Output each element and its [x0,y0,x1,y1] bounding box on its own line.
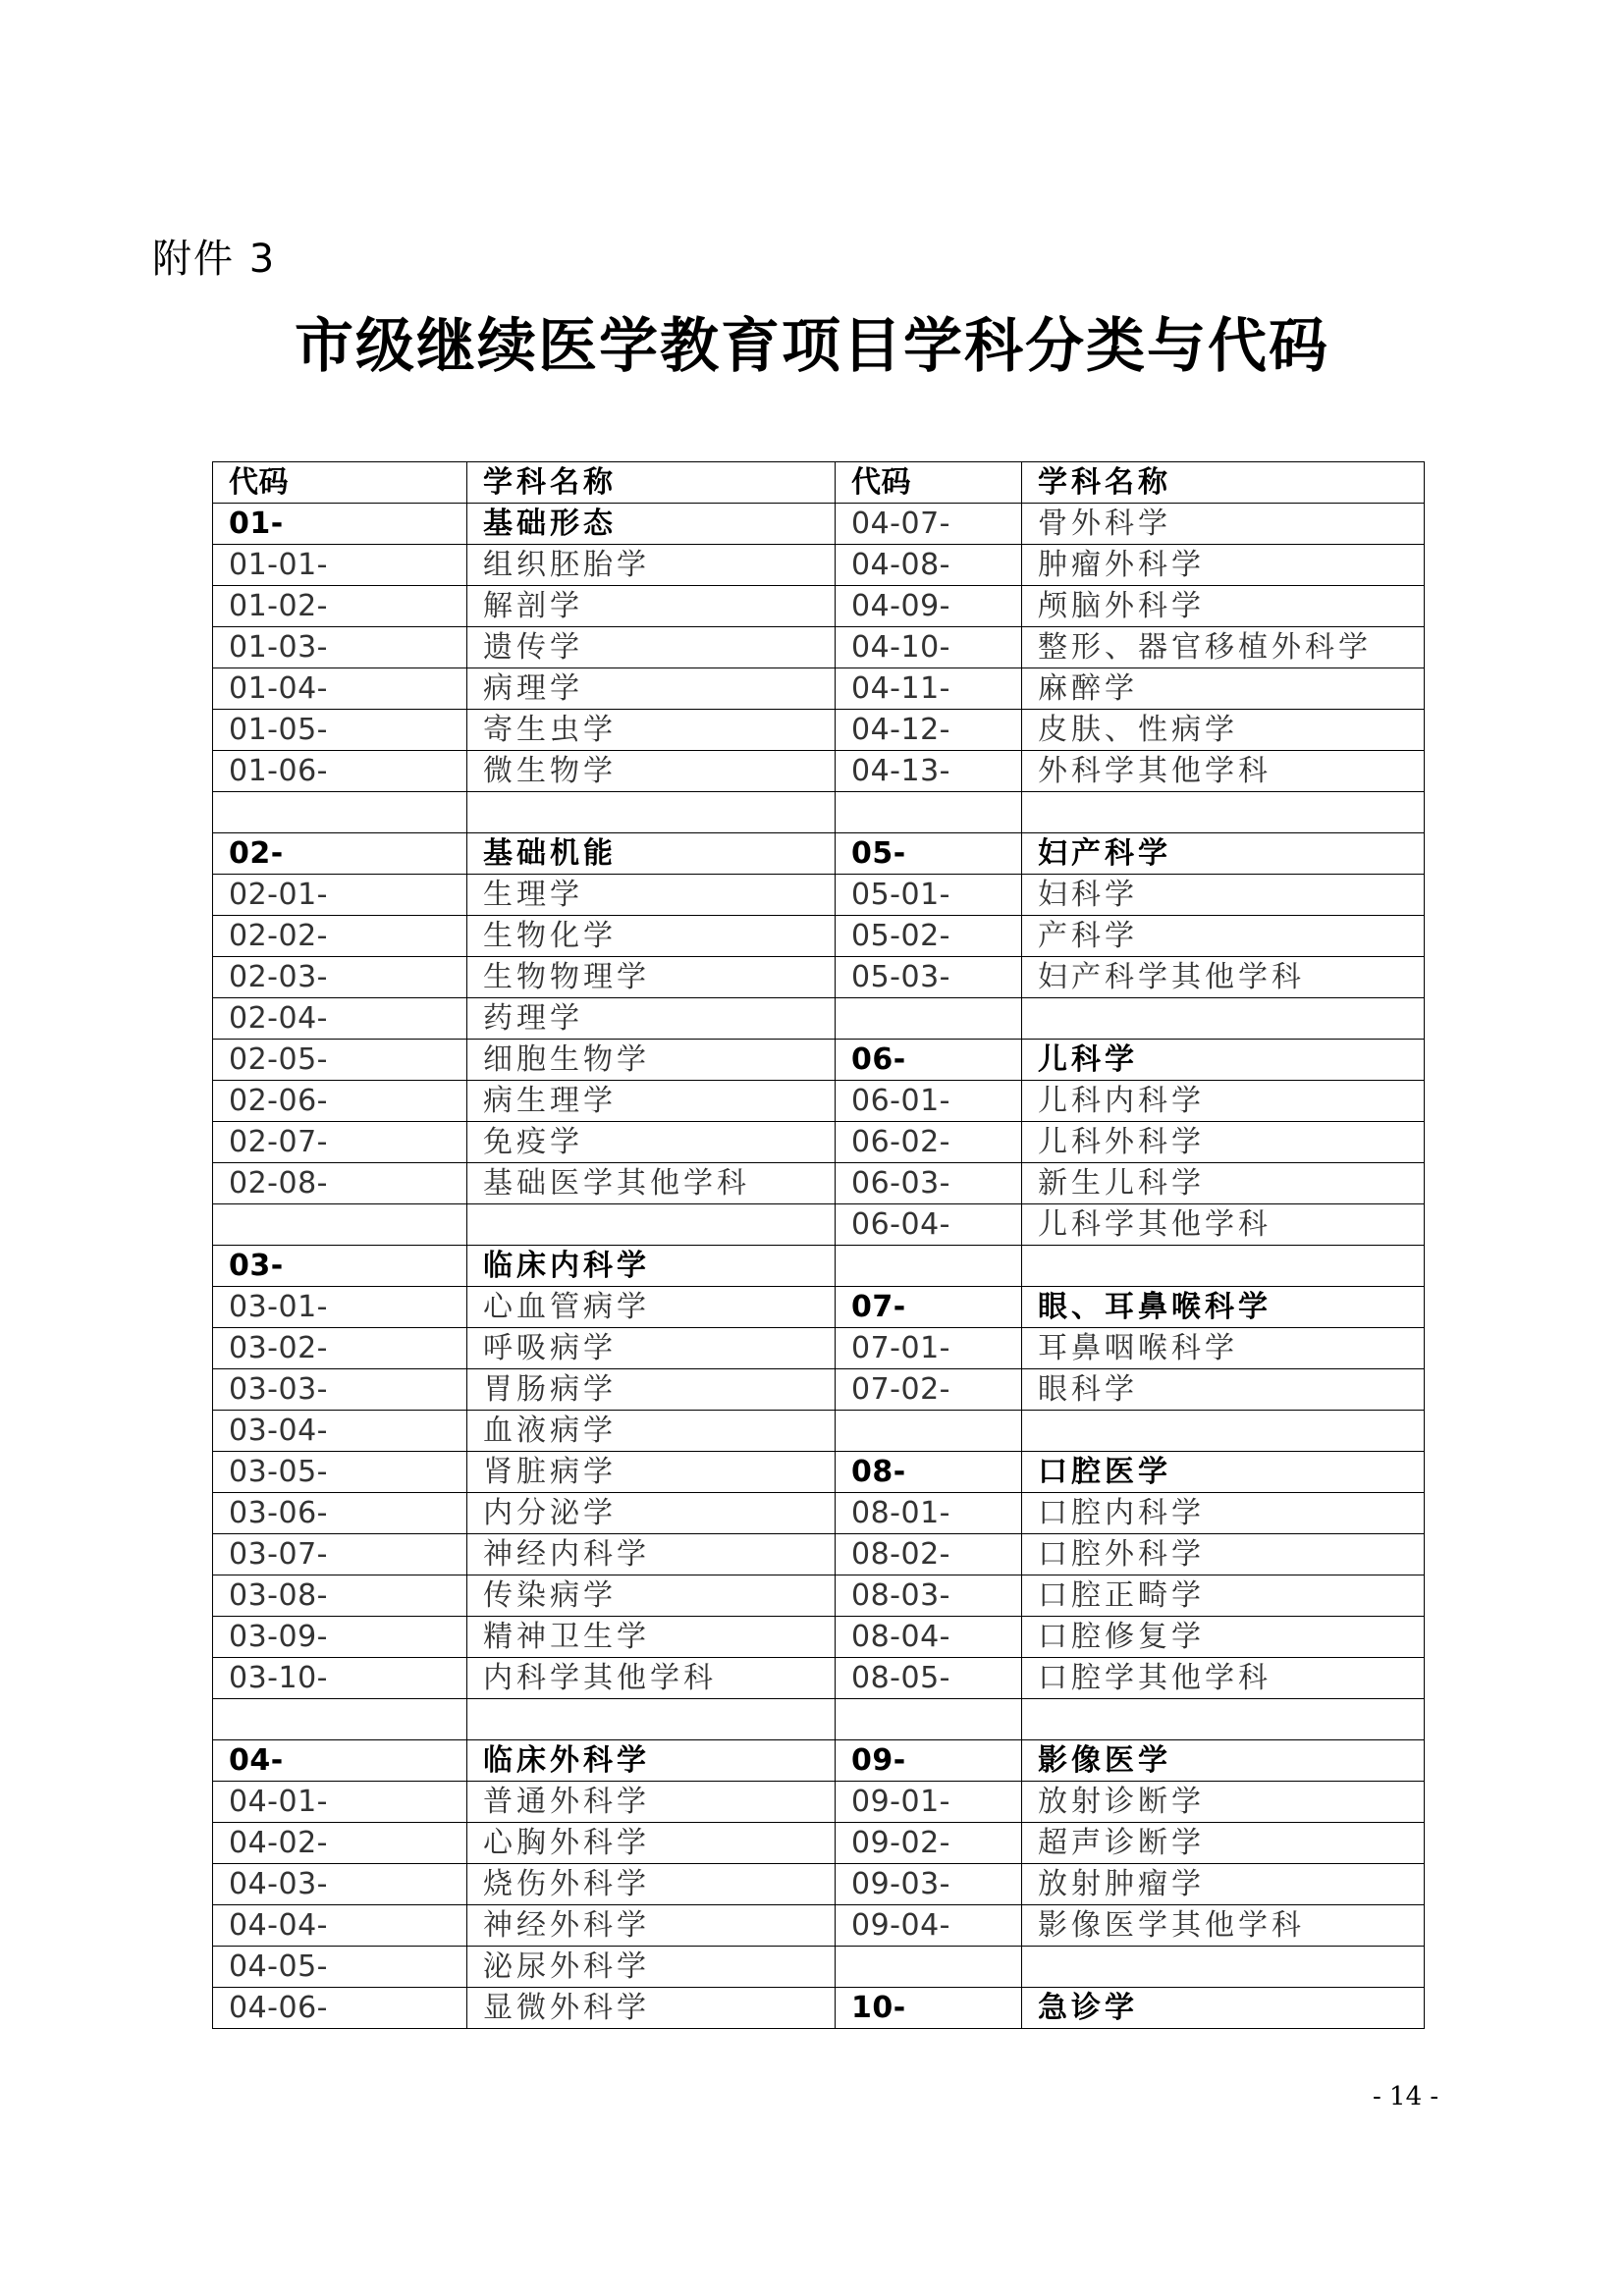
right-subject-cell: 口腔医学 [1022,1452,1425,1493]
table-row [213,1040,1425,1081]
table-row [213,1452,1425,1493]
right-code-cell: 06-01- [836,1081,1022,1122]
table-row [213,586,1425,627]
right-subject-cell: 急诊学 [1022,1988,1425,2029]
right-subject-cell: 儿科外科学 [1022,1122,1425,1163]
left-code-cell: 04-01- [213,1782,467,1823]
right-code-cell: 07-02- [836,1369,1022,1411]
left-subject-cell: 血液病学 [467,1411,836,1452]
right-code-cell [836,1699,1022,1740]
left-subject-cell: 普通外科学 [467,1782,836,1823]
left-code-cell: 03-09- [213,1617,467,1658]
right-code-cell: 04-11- [836,668,1022,710]
left-code-cell: 03-10- [213,1658,467,1699]
table-row [213,1411,1425,1452]
left-subject-cell: 精神卫生学 [467,1617,836,1658]
header-name-right: 学科名称 [1022,462,1425,504]
left-code-cell: 04- [213,1740,467,1782]
left-subject-cell: 基础机能 [467,833,836,875]
right-code-cell: 06-02- [836,1122,1022,1163]
left-code-cell: 02-07- [213,1122,467,1163]
left-subject-cell: 心胸外科学 [467,1823,836,1864]
right-code-cell [836,1246,1022,1287]
left-subject-cell: 临床内科学 [467,1246,836,1287]
left-subject-cell: 解剖学 [467,586,836,627]
right-code-cell: 07-01- [836,1328,1022,1369]
right-code-cell: 04-08- [836,545,1022,586]
right-code-cell: 09- [836,1740,1022,1782]
table-row [213,957,1425,998]
right-subject-cell: 口腔内科学 [1022,1493,1425,1534]
right-subject-cell: 妇产科学其他学科 [1022,957,1425,998]
table-row [213,1287,1425,1328]
right-subject-cell: 口腔正畸学 [1022,1575,1425,1617]
right-code-cell: 06-04- [836,1204,1022,1246]
header-code-left: 代码 [213,462,467,504]
left-subject-cell: 内科学其他学科 [467,1658,836,1699]
right-code-cell: 08-03- [836,1575,1022,1617]
left-subject-cell [467,1204,836,1246]
left-subject-cell: 生物物理学 [467,957,836,998]
right-subject-cell [1022,1947,1425,1988]
left-subject-cell: 药理学 [467,998,836,1040]
left-subject-cell: 基础形态 [467,504,836,545]
left-code-cell: 02-08- [213,1163,467,1204]
right-code-cell: 06-03- [836,1163,1022,1204]
table-row [213,1658,1425,1699]
left-code-cell: 03-07- [213,1534,467,1575]
table-row [213,1534,1425,1575]
table-row [213,1782,1425,1823]
left-code-cell: 03- [213,1246,467,1287]
right-subject-cell: 眼科学 [1022,1369,1425,1411]
left-subject-cell [467,1699,836,1740]
subject-code-table [212,461,1425,2029]
left-code-cell: 02-05- [213,1040,467,1081]
right-code-cell: 05-03- [836,957,1022,998]
table-row [213,1246,1425,1287]
left-subject-cell: 生物化学 [467,916,836,957]
left-code-cell: 01-05- [213,710,467,751]
table-row [213,1122,1425,1163]
right-code-cell: 05-01- [836,875,1022,916]
left-code-cell: 02-02- [213,916,467,957]
left-subject-cell: 细胞生物学 [467,1040,836,1081]
right-code-cell: 09-03- [836,1864,1022,1905]
left-code-cell [213,792,467,833]
table-row [213,1328,1425,1369]
right-subject-cell: 颅脑外科学 [1022,586,1425,627]
right-code-cell: 04-12- [836,710,1022,751]
right-code-cell [836,998,1022,1040]
table-row [213,1740,1425,1782]
left-code-cell: 04-02- [213,1823,467,1864]
table-row [213,710,1425,751]
right-subject-cell: 眼、耳鼻喉科学 [1022,1287,1425,1328]
right-subject-cell: 儿科学其他学科 [1022,1204,1425,1246]
table-row [213,1699,1425,1740]
right-subject-cell: 产科学 [1022,916,1425,957]
left-subject-cell: 传染病学 [467,1575,836,1617]
right-subject-cell: 外科学其他学科 [1022,751,1425,792]
right-code-cell [836,1411,1022,1452]
right-code-cell: 04-10- [836,627,1022,668]
left-code-cell: 02-03- [213,957,467,998]
table-row [213,998,1425,1040]
table-row [213,668,1425,710]
table-row [213,627,1425,668]
right-subject-cell: 耳鼻咽喉科学 [1022,1328,1425,1369]
left-code-cell: 04-04- [213,1905,467,1947]
right-subject-cell: 整形、器官移植外科学 [1022,627,1425,668]
left-code-cell: 01-03- [213,627,467,668]
left-subject-cell: 微生物学 [467,751,836,792]
right-code-cell: 04-13- [836,751,1022,792]
right-code-cell: 09-02- [836,1823,1022,1864]
table-row [213,1905,1425,1947]
left-subject-cell: 寄生虫学 [467,710,836,751]
right-subject-cell: 妇产科学 [1022,833,1425,875]
right-code-cell [836,1947,1022,1988]
right-code-cell: 04-07- [836,504,1022,545]
table-row [213,1575,1425,1617]
left-subject-cell: 免疫学 [467,1122,836,1163]
left-subject-cell: 烧伤外科学 [467,1864,836,1905]
table-row [213,1369,1425,1411]
left-code-cell: 03-01- [213,1287,467,1328]
table-row [213,916,1425,957]
table-row [213,1617,1425,1658]
right-subject-cell: 妇科学 [1022,875,1425,916]
right-code-cell: 07- [836,1287,1022,1328]
right-subject-cell: 超声诊断学 [1022,1823,1425,1864]
table-row [213,1081,1425,1122]
table-row [213,833,1425,875]
right-code-cell: 08-04- [836,1617,1022,1658]
left-code-cell: 03-02- [213,1328,467,1369]
left-subject-cell: 神经内科学 [467,1534,836,1575]
right-code-cell [836,792,1022,833]
table-row [213,1823,1425,1864]
left-subject-cell: 临床外科学 [467,1740,836,1782]
right-subject-cell: 儿科内科学 [1022,1081,1425,1122]
right-subject-cell [1022,1699,1425,1740]
right-subject-cell [1022,998,1425,1040]
table-row [213,1988,1425,2029]
left-code-cell: 01-02- [213,586,467,627]
left-subject-cell: 组织胚胎学 [467,545,836,586]
left-code-cell: 04-06- [213,1988,467,2029]
left-code-cell: 03-08- [213,1575,467,1617]
left-subject-cell: 内分泌学 [467,1493,836,1534]
table-row [213,545,1425,586]
right-subject-cell: 皮肤、性病学 [1022,710,1425,751]
left-code-cell: 01-04- [213,668,467,710]
right-code-cell: 10- [836,1988,1022,2029]
right-subject-cell: 口腔修复学 [1022,1617,1425,1658]
right-subject-cell [1022,1411,1425,1452]
left-subject-cell: 呼吸病学 [467,1328,836,1369]
attachment-label: 附件 3 [152,237,277,282]
left-code-cell [213,1204,467,1246]
left-code-cell: 02- [213,833,467,875]
left-subject-cell: 泌尿外科学 [467,1947,836,1988]
right-code-cell: 08-01- [836,1493,1022,1534]
left-code-cell [213,1699,467,1740]
left-code-cell: 01-01- [213,545,467,586]
left-code-cell: 03-05- [213,1452,467,1493]
table-row [213,792,1425,833]
table-row [213,1864,1425,1905]
left-subject-cell: 胃肠病学 [467,1369,836,1411]
table-header-row [213,462,1425,504]
right-code-cell: 08- [836,1452,1022,1493]
left-subject-cell: 生理学 [467,875,836,916]
table-row [213,875,1425,916]
right-subject-cell: 骨外科学 [1022,504,1425,545]
right-subject-cell: 麻醉学 [1022,668,1425,710]
left-code-cell: 04-05- [213,1947,467,1988]
left-subject-cell: 病理学 [467,668,836,710]
right-subject-cell: 口腔外科学 [1022,1534,1425,1575]
right-subject-cell: 儿科学 [1022,1040,1425,1081]
table-row [213,1204,1425,1246]
right-subject-cell: 放射诊断学 [1022,1782,1425,1823]
header-code-right: 代码 [836,462,1022,504]
left-code-cell: 04-03- [213,1864,467,1905]
right-subject-cell: 影像医学 [1022,1740,1425,1782]
right-subject-cell: 肿瘤外科学 [1022,545,1425,586]
left-code-cell: 02-01- [213,875,467,916]
document-title: 市级继续医学教育项目学科分类与代码 [295,312,1329,381]
left-subject-cell: 肾脏病学 [467,1452,836,1493]
left-code-cell: 02-06- [213,1081,467,1122]
left-code-cell: 02-04- [213,998,467,1040]
right-code-cell: 09-01- [836,1782,1022,1823]
table-row [213,1947,1425,1988]
right-code-cell: 05-02- [836,916,1022,957]
right-subject-cell: 新生儿科学 [1022,1163,1425,1204]
right-subject-cell [1022,792,1425,833]
right-code-cell: 08-02- [836,1534,1022,1575]
left-code-cell: 03-03- [213,1369,467,1411]
right-subject-cell: 放射肿瘤学 [1022,1864,1425,1905]
left-code-cell: 03-04- [213,1411,467,1452]
table-row [213,504,1425,545]
left-code-cell: 01-06- [213,751,467,792]
right-code-cell: 05- [836,833,1022,875]
page-number: - 14 - [1373,2082,1439,2111]
left-subject-cell: 神经外科学 [467,1905,836,1947]
right-code-cell: 09-04- [836,1905,1022,1947]
left-code-cell: 03-06- [213,1493,467,1534]
right-subject-cell: 影像医学其他学科 [1022,1905,1425,1947]
left-subject-cell: 心血管病学 [467,1287,836,1328]
right-code-cell: 04-09- [836,586,1022,627]
right-code-cell: 06- [836,1040,1022,1081]
table-row [213,1493,1425,1534]
left-subject-cell: 显微外科学 [467,1988,836,2029]
header-name-left: 学科名称 [467,462,836,504]
left-subject-cell: 遗传学 [467,627,836,668]
table-row [213,1163,1425,1204]
left-subject-cell: 基础医学其他学科 [467,1163,836,1204]
right-subject-cell: 口腔学其他学科 [1022,1658,1425,1699]
right-subject-cell [1022,1246,1425,1287]
right-code-cell: 08-05- [836,1658,1022,1699]
table-row [213,751,1425,792]
left-subject-cell [467,792,836,833]
left-code-cell: 01- [213,504,467,545]
left-subject-cell: 病生理学 [467,1081,836,1122]
